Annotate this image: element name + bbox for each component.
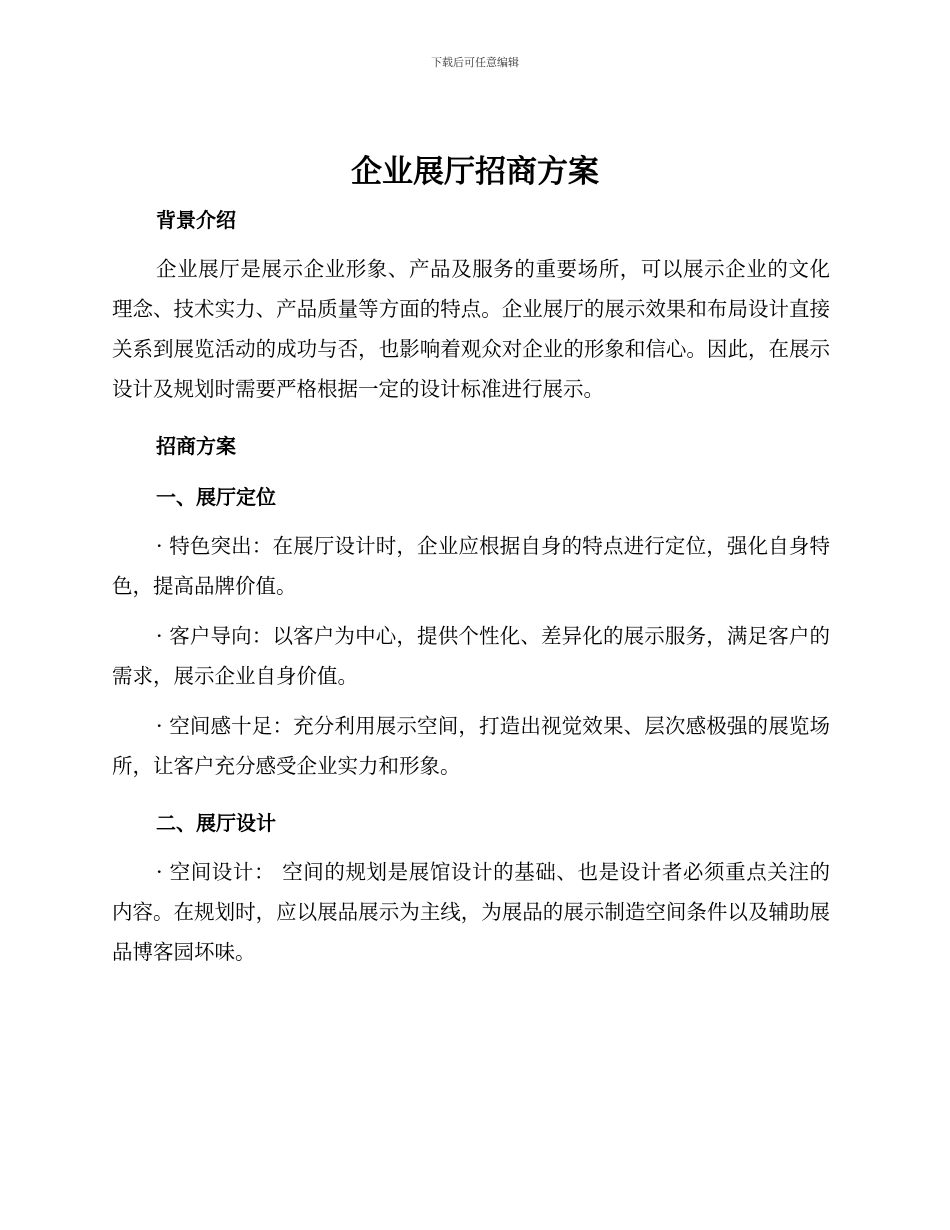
section-heading-background: 背景介绍: [156, 208, 236, 232]
header-note: 下载后可任意编辑: [431, 56, 519, 69]
section-heading-design: 二、展厅设计: [156, 811, 276, 835]
list-item-design-1: · 空间设计： 空间的规划是展馆设计的基础、也是设计者必须重点关注的内容。在规划时，应以展品展示为主线，为展品的展示制造空间条件以及辅助展品博客园坏味。: [112, 860, 830, 964]
paragraph-background: 企业展厅是展示企业形象、产品及服务的重要场所，可以展示企业的文化理念、技术实力、产品质量等方面的特点。企业展厅的展示效果和布局设计直接关系到展览活动的成功与否，也影响着观众对企业的形象和信心。因此，在展示设计及规划时需要严格根据一定的设计标准进行展示。: [112, 257, 830, 401]
document-title: 企业展厅招商方案: [351, 154, 599, 190]
list-item-positioning-2: · 客户导向：以客户为中心，提供个性化、差异化的展示服务，满足客户的需求，展示企业自身价值。: [112, 624, 830, 688]
list-item-positioning-3: · 空间感十足：充分利用展示空间，打造出视觉效果、层次感极强的展览场所，让客户充分感受企业实力和形象。: [112, 714, 830, 778]
document-body: [112, 206, 830, 972]
section-heading-positioning: 一、展厅定位: [156, 485, 276, 509]
section-heading-plan: 招商方案: [156, 434, 236, 458]
list-item-positioning-1: · 特色突出：在展厅设计时，企业应根据自身的特点进行定位，强化自身特色，提高品牌价值。: [112, 534, 830, 598]
